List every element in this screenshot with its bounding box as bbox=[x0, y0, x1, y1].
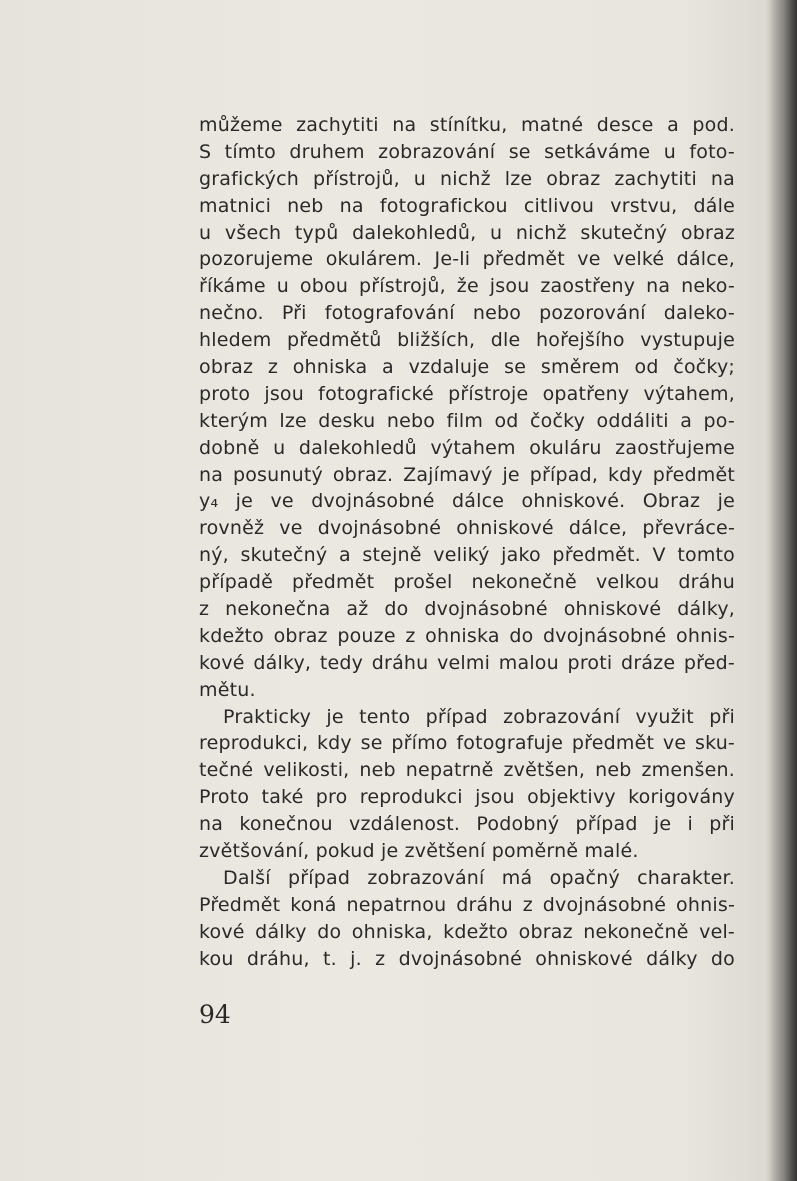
text-line: Prakticky je tento případ zobrazování využit při bbox=[223, 705, 735, 728]
text-line: případě předmět prošel nekonečně velkou dráhu bbox=[199, 571, 735, 594]
text-line: rovněž ve dvojnásobné ohniskové dálce, převráce- bbox=[199, 517, 735, 540]
text-line: na konečnou vzdálenost. Podobný případ je i při bbox=[199, 813, 735, 836]
text-line: na posunutý obraz. Zajímavý je případ, kdy předmět bbox=[199, 463, 735, 486]
text-line: y₄ je ve dvojnásobné dálce ohniskové. Obraz je bbox=[199, 490, 735, 513]
text-line: kové dálky, tedy dráhu velmi malou proti dráze před- bbox=[199, 651, 735, 674]
spine-shadow bbox=[769, 0, 797, 1181]
text-line: proto jsou fotografické přístroje opatřeny výtahem, bbox=[199, 382, 735, 405]
text-line: kterým lze desku nebo film od čočky oddáliti a po- bbox=[199, 409, 735, 432]
text-line: ný, skutečný a stejně veliký jako předmět. V tomto bbox=[199, 544, 735, 567]
text-line: Předmět koná nepatrnou dráhu z dvojnásobné ohnis- bbox=[199, 893, 735, 916]
text-line: reprodukci, kdy se přímo fotografuje předmět ve sku- bbox=[199, 732, 735, 755]
text-line: můžeme zachytiti na stínítku, matné desce a pod. bbox=[199, 114, 735, 136]
text-line: grafických přístrojů, u nichž lze obraz zachytiti na bbox=[199, 167, 735, 190]
text-line: hledem předmětů bližších, dle hořejšího vystupuje bbox=[199, 329, 735, 352]
text-line: matnici neb na fotografickou citlivou vrstvu, dále bbox=[199, 194, 735, 217]
text-line: u všech typů dalekohledů, u nichž skutečný obraz bbox=[199, 221, 735, 244]
page-number: 94 bbox=[199, 1000, 231, 1029]
text-line: kdežto obraz pouze z ohniska do dvojnásobné ohnis- bbox=[199, 624, 735, 647]
text-line: nečno. Při fotografování nebo pozorování daleko- bbox=[199, 302, 735, 325]
text-line: Proto také pro reprodukci jsou objektivy korigovány bbox=[199, 786, 735, 809]
text-line: kové dálky do ohniska, kdežto obraz nekonečně vel- bbox=[199, 920, 735, 943]
text-line: mětu. bbox=[199, 678, 256, 701]
text-line: kou dráhu, t. j. z dvojnásobné ohniskové dálky do bbox=[199, 947, 735, 970]
text-line: z nekonečna až do dvojnásobné ohniskové dálky, bbox=[199, 598, 735, 621]
text-line: pozorujeme okulárem. Je-li předmět ve velké dálce, bbox=[199, 248, 735, 271]
text-line: zvětšování, pokud je zvětšení poměrně malé. bbox=[199, 840, 639, 863]
text-line: říkáme u obou přístrojů, že jsou zaostřeny na neko- bbox=[199, 275, 735, 298]
text-line: obraz z ohniska a vzdaluje se směrem od čočky; bbox=[199, 356, 735, 379]
text-line: dobně u dalekohledů výtahem okuláru zaostřujeme bbox=[199, 436, 735, 459]
body-text bbox=[199, 112, 735, 973]
text-line: tečné velikosti, neb nepatrně zvětšen, neb zmenšen. bbox=[199, 759, 735, 782]
text-line: S tímto druhem zobrazování se setkáváme u foto- bbox=[199, 140, 735, 163]
text-line: Další případ zobrazování má opačný charakter. bbox=[223, 866, 735, 889]
